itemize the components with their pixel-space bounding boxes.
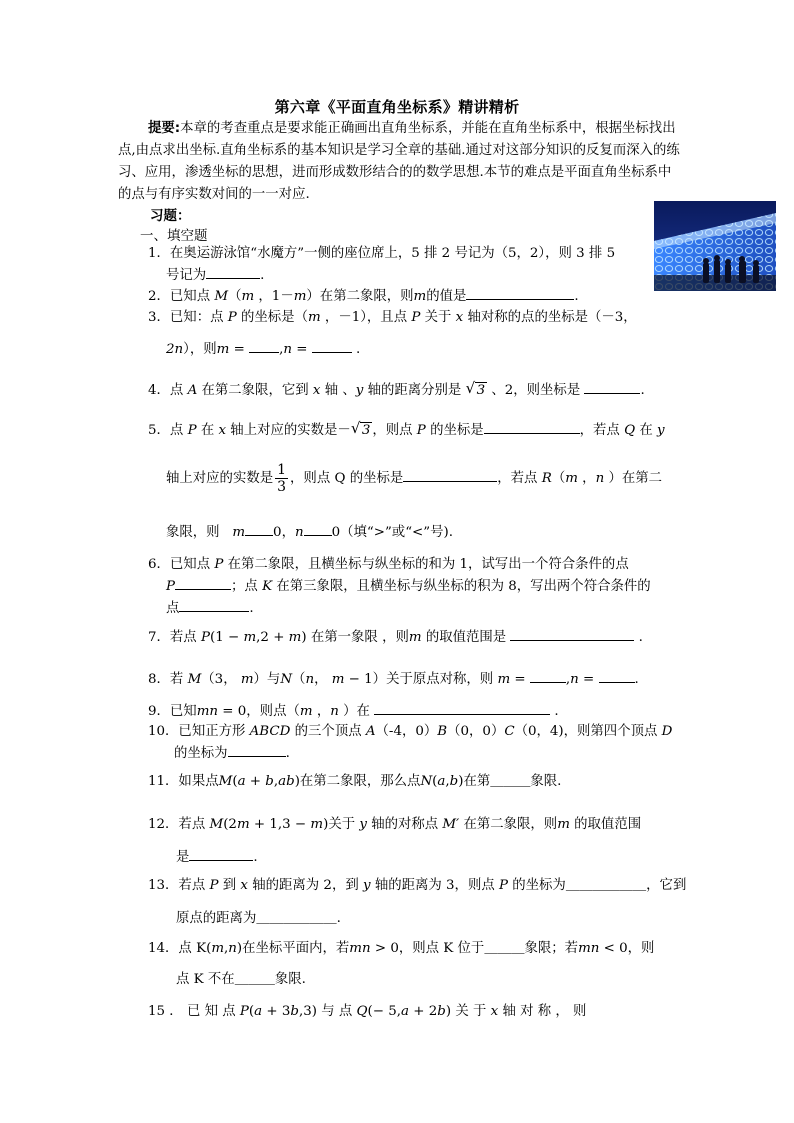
answer-blank <box>584 379 640 394</box>
sqrt-symbol-icon: √ <box>465 379 476 397</box>
q15-text: ( <box>248 1004 255 1019</box>
q9-var: m <box>299 704 313 719</box>
q11-text: 11．如果点 <box>148 774 219 789</box>
q11-var: ab <box>278 774 295 789</box>
q5-text: ）在第二 <box>604 471 663 486</box>
q5-text: 轴上对应的实数是－ <box>226 423 351 438</box>
q9-var: n <box>330 704 339 719</box>
question-15 <box>148 1001 586 1022</box>
q14-var: m <box>211 941 225 956</box>
q12-text: 是 <box>176 850 190 865</box>
q5-text: 0（填“>”或“<”号). <box>331 525 453 540</box>
question-13 <box>148 875 686 896</box>
q5-var: m <box>232 525 246 540</box>
q15-var: Q <box>356 1004 368 1019</box>
q10-var: D <box>661 724 673 739</box>
q13-text: 到 <box>218 878 241 893</box>
q12-text: + 1,3 − <box>249 817 311 832</box>
q8-text: ， <box>314 672 332 687</box>
question-8 <box>148 668 639 690</box>
question-7 <box>148 626 643 648</box>
q15-var: a <box>254 1004 263 1019</box>
q5-text: ，则点 <box>372 423 417 438</box>
q12-var: m <box>236 817 250 832</box>
q15-var: x <box>490 1004 499 1019</box>
q15-text: (− 5, <box>367 1004 402 1019</box>
q14-text: 14．点 K( <box>148 941 212 956</box>
q8-var: n <box>570 672 579 687</box>
question-5-line-2 <box>166 462 662 496</box>
question-10-line-2 <box>148 742 672 764</box>
answer-blank <box>228 742 286 757</box>
q8-text: ）与 <box>253 672 281 687</box>
q5-var: m <box>565 471 578 486</box>
q3-var: 2n <box>166 342 184 357</box>
q9-text: = 0，则点（ <box>218 704 300 719</box>
q2-text: 2．已知点 <box>148 289 215 304</box>
question-1-line-1: 1．在奥运游泳馆“水魔方”一侧的座位席上，5 排 2 号记为（5，2），则 3 排 5 <box>148 246 616 261</box>
q2-text: ，1－ <box>254 289 294 304</box>
q8-text: （ <box>292 672 306 687</box>
q6-end: . <box>249 601 254 616</box>
page-title: 第六章《平面直角坐标系》精讲精析 <box>274 98 520 116</box>
q15-text: 关 于 <box>451 1004 491 1019</box>
q7-text: 7．若点 <box>148 630 201 645</box>
question-10 <box>148 721 672 764</box>
q3-text: 关于 <box>420 310 456 325</box>
question-5-line-1 <box>148 419 665 441</box>
q3-text: = <box>291 342 312 357</box>
question-12-line-2 <box>176 846 258 868</box>
question-14 <box>148 938 654 959</box>
q12-var: M′ <box>442 817 460 832</box>
q5-var: P <box>416 423 426 438</box>
q5-text: 轴上对应的实数是 <box>166 471 274 486</box>
q6-text: 在第三象限，且横坐标与纵坐标的积为 8，写出两个符合条件的 <box>272 579 651 594</box>
q4-text: 4．点 <box>148 383 188 398</box>
q7-var: P <box>200 630 210 645</box>
q12-text: 轴的对称点 <box>366 817 443 832</box>
q15-text: 与 点 <box>316 1004 357 1019</box>
q2-text: ）在第二象限，则 <box>306 289 414 304</box>
q12-text: 在第二象限，则 <box>459 817 558 832</box>
water-cube-photo <box>654 201 776 291</box>
q5-text: ，若点 <box>497 471 542 486</box>
question-10-line-1 <box>148 721 672 742</box>
q12-var: M <box>209 817 224 832</box>
q5-var: n <box>595 471 605 486</box>
question-1 <box>148 243 615 286</box>
q7-end: . <box>634 630 643 645</box>
q7-text: 在第一象限 ，则 <box>306 630 409 645</box>
question-11 <box>148 771 561 792</box>
radicand: 3 <box>361 423 371 438</box>
question-1-line-2 <box>148 264 615 286</box>
q4-var: A <box>187 383 198 398</box>
q5-text: 5．点 <box>148 423 188 438</box>
q11-var: b <box>449 774 459 789</box>
q14-text: < 0，则 <box>599 941 655 956</box>
q11-text: + <box>245 774 266 789</box>
q3-end: . <box>351 342 361 357</box>
q15-var: a <box>401 1004 409 1019</box>
intro-text: 本章的考查重点是要求能正确画出直角坐标系，并能在直角坐标系中，根据坐标找出点,由点求出坐标.直角坐标系的基本知识是学习全章的基础.通过对这部分知识的反复而深入的练习、应用，渗透坐标的思想，进而形成数形结合的的数学思想.本节的难点是平面直角坐标系中的点与有序实数对间的一一对应. <box>118 121 680 202</box>
q15-text: ,3) <box>298 1004 317 1019</box>
q7-text: 的取值范围是 <box>421 630 511 645</box>
q2-var: m <box>293 289 307 304</box>
answer-blank <box>374 700 550 715</box>
fraction-denominator: 3 <box>277 479 287 495</box>
q14-text: )在坐标平面内，若 <box>236 941 350 956</box>
q4-end: . <box>640 383 645 398</box>
q8-var: m <box>240 672 254 687</box>
q10-text: （-4，0） <box>375 724 438 739</box>
q15-var: b <box>290 1004 299 1019</box>
q7-text: (1 − <box>209 630 244 645</box>
question-6-line-1 <box>148 554 651 575</box>
q3-var: n <box>283 342 292 357</box>
question-2 <box>148 285 579 307</box>
question-3 <box>148 307 637 360</box>
q3-var: P <box>227 310 237 325</box>
q11-text: )在第二象限，那么点 <box>294 774 421 789</box>
q12-text: )关于 <box>323 817 360 832</box>
q8-text: − 1）关于原点对称，则 <box>344 672 498 687</box>
q12-end: . <box>253 850 258 865</box>
q12-var: m <box>557 817 570 832</box>
q5-var: P <box>187 423 197 438</box>
q4-text: 轴的距离分别是 <box>363 383 466 398</box>
q3-var: P <box>411 310 421 325</box>
q8-var: N <box>280 672 293 687</box>
q3-text: ，－1），且点 <box>320 310 412 325</box>
intro-label: 提要: <box>148 121 181 136</box>
q5-var: y <box>656 423 665 438</box>
answer-blank <box>510 626 634 641</box>
q8-text: , <box>565 672 571 687</box>
answer-blank <box>599 668 635 683</box>
q2-end: . <box>574 289 579 304</box>
q14-text: , <box>224 941 229 956</box>
q6-text: ；点 <box>231 579 263 594</box>
q4-text: 在第二象限，它到 <box>197 383 313 398</box>
q4-var: x <box>312 383 321 398</box>
q8-var: M <box>187 672 202 687</box>
q8-text: 8．若 <box>148 672 188 687</box>
intro-paragraph <box>118 118 684 206</box>
q15-text: 15 ． 已 知 点 <box>148 1004 240 1019</box>
q3-text: 的坐标是（ <box>236 310 308 325</box>
question-3-line-2 <box>148 338 637 360</box>
q3-var: m <box>216 342 230 357</box>
q7-var: m <box>288 630 302 645</box>
q10-var: ABCD <box>249 724 291 739</box>
q11-var: N <box>420 774 433 789</box>
q5-var: n <box>294 525 304 540</box>
q10-text: 的三个顶点 <box>290 724 366 739</box>
question-6-line-2 <box>148 575 651 597</box>
q15-var: b <box>437 1004 446 1019</box>
q4-text: 轴 、 <box>320 383 356 398</box>
q8-text: = <box>510 672 530 687</box>
q10-text: （0，0） <box>447 724 505 739</box>
q11-text: ( <box>432 774 438 789</box>
q13-text: 轴的距离为 3，则点 <box>370 878 499 893</box>
q9-text: ， <box>312 704 331 719</box>
q13-var: y <box>362 878 371 893</box>
q5-text: 的坐标是 <box>425 423 484 438</box>
q10-var: C <box>504 724 515 739</box>
question-5 <box>148 419 665 441</box>
question-4 <box>148 379 645 401</box>
sqrt-symbol-icon: √ <box>350 419 361 437</box>
sqrt-expression <box>466 380 488 401</box>
question-9 <box>148 700 559 722</box>
q9-text: ）在 <box>338 704 375 719</box>
q5-text: ，若点 <box>579 423 625 438</box>
q7-text: ) <box>301 630 307 645</box>
q10-text: 10．已知正方形 <box>148 724 250 739</box>
q5-var: R <box>541 471 552 486</box>
radicand: 3 <box>476 383 486 398</box>
q13-var: x <box>240 878 248 893</box>
q6-text: 点 <box>166 601 180 616</box>
q12-text: (2 <box>223 817 237 832</box>
q8-text: = <box>578 672 599 687</box>
q8-text: （3， <box>201 672 241 687</box>
q11-var: M <box>218 774 233 789</box>
q1-text: 号记为 <box>166 268 207 283</box>
q6-var: K <box>262 579 273 594</box>
q10-text: 的坐标为 <box>174 746 228 761</box>
q2-text: （ <box>228 289 242 304</box>
q2-var: m <box>241 289 255 304</box>
q11-var: a <box>437 774 446 789</box>
q5-text: （ <box>551 471 566 486</box>
q15-text: + 2 <box>409 1004 438 1019</box>
q11-var: a <box>237 774 246 789</box>
q9-end: . <box>550 704 559 719</box>
answer-blank <box>484 419 580 434</box>
q7-var: m <box>408 630 422 645</box>
question-6-line-3 <box>148 597 651 619</box>
answer-blank <box>249 338 279 353</box>
question-3-line-1 <box>148 307 637 328</box>
q13-text: 的坐标为＿＿＿＿＿＿，它到 <box>508 878 687 893</box>
q12-text: 的取值范围 <box>569 817 642 832</box>
q4-var: y <box>355 383 364 398</box>
sqrt-expression <box>351 420 373 441</box>
q13-var: P <box>209 878 219 893</box>
q3-var: m <box>307 310 321 325</box>
answer-blank <box>403 467 497 482</box>
q10-var: A <box>365 724 376 739</box>
question-6 <box>148 554 651 619</box>
q14-var: mn <box>578 941 600 956</box>
q12-var: m <box>310 817 324 832</box>
q5-text: 0， <box>273 525 295 540</box>
answer-blank <box>206 264 260 279</box>
q7-text: ,2 + <box>256 630 289 645</box>
q5-text: 象限，则 <box>166 525 224 540</box>
q2-var: m <box>413 289 427 304</box>
exercises-label: 习题： <box>150 208 191 224</box>
q5-text: 在 <box>196 423 219 438</box>
fraction-numerator: 1 <box>277 462 287 478</box>
q11-text: , <box>273 774 279 789</box>
q5-text: ， <box>577 471 596 486</box>
q10-var: B <box>437 724 448 739</box>
q6-var: P <box>166 579 176 594</box>
q11-text: )在第＿＿＿象限. <box>458 774 562 789</box>
q5-var: Q <box>624 423 636 438</box>
q3-var: x <box>455 310 464 325</box>
q8-var: m <box>497 672 511 687</box>
q15-text: 轴 对 称 ， 则 <box>498 1004 587 1019</box>
q3-text: ），则 <box>183 342 217 357</box>
q14-var: mn <box>349 941 371 956</box>
q14-text: > 0，则点 K 位于＿＿＿象限；若 <box>370 941 579 956</box>
q2-var: M <box>214 289 229 304</box>
q13-text: 13．若点 <box>148 878 210 893</box>
question-14-line-2: 点 K 不在＿＿＿象限. <box>176 972 306 987</box>
answer-blank <box>179 597 249 612</box>
q15-text: ) <box>445 1004 452 1019</box>
q11-var: b <box>265 774 274 789</box>
q4-text: 、2，则坐标是 <box>487 383 585 398</box>
q12-var: y <box>359 817 367 832</box>
q3-text: 轴对称的点的坐标是（－3， <box>463 310 637 325</box>
q15-var: P <box>239 1004 249 1019</box>
q6-text: 在第二象限，且横坐标与纵坐标的和为 1，试写出一个符合条件的点 <box>223 557 629 572</box>
q12-text: 12．若点 <box>148 817 210 832</box>
q13-var: P <box>498 878 508 893</box>
fraction <box>275 462 288 495</box>
q3-text: = <box>229 342 250 357</box>
water-cube-building-photo-icon <box>654 201 776 291</box>
question-12 <box>148 814 641 835</box>
answer-blank <box>189 846 253 861</box>
q9-var: mn <box>196 704 219 719</box>
q8-end: . <box>634 672 639 687</box>
q6-text: 6．已知点 <box>148 557 215 572</box>
q6-var: P <box>214 557 224 572</box>
q2-text: 的值是 <box>426 289 467 304</box>
question-13-line-2: 原点的距离为＿＿＿＿＿＿. <box>176 911 341 926</box>
q5-var: x <box>218 423 227 438</box>
q1-end: . <box>260 268 265 283</box>
answer-blank <box>304 521 332 536</box>
q15-text: + 3 <box>262 1004 291 1019</box>
q10-end: . <box>285 746 290 761</box>
answer-blank <box>175 575 231 590</box>
q10-text: （0，4)，则第四个顶点 <box>514 724 662 739</box>
answer-blank <box>530 668 566 683</box>
question-5-line-3 <box>166 521 453 543</box>
q7-var: m <box>243 630 257 645</box>
q11-text: , <box>445 774 450 789</box>
answer-blank <box>245 521 273 536</box>
answer-blank <box>466 285 574 300</box>
q3-text: 3．已知：点 <box>148 310 228 325</box>
answer-blank <box>312 338 352 353</box>
q11-text: ( <box>232 774 238 789</box>
q14-var: n <box>228 941 237 956</box>
section-heading: 一、填空题 <box>140 228 208 244</box>
q8-var: n <box>305 672 315 687</box>
q8-var: m <box>331 672 345 687</box>
q5-text: 在 <box>635 423 657 438</box>
q9-text: 9．已知 <box>148 704 197 719</box>
q3-text: , <box>279 342 284 357</box>
q5-text: ，则点 Q 的坐标是 <box>290 471 404 486</box>
q13-text: 轴的距离为 2，到 <box>247 878 363 893</box>
